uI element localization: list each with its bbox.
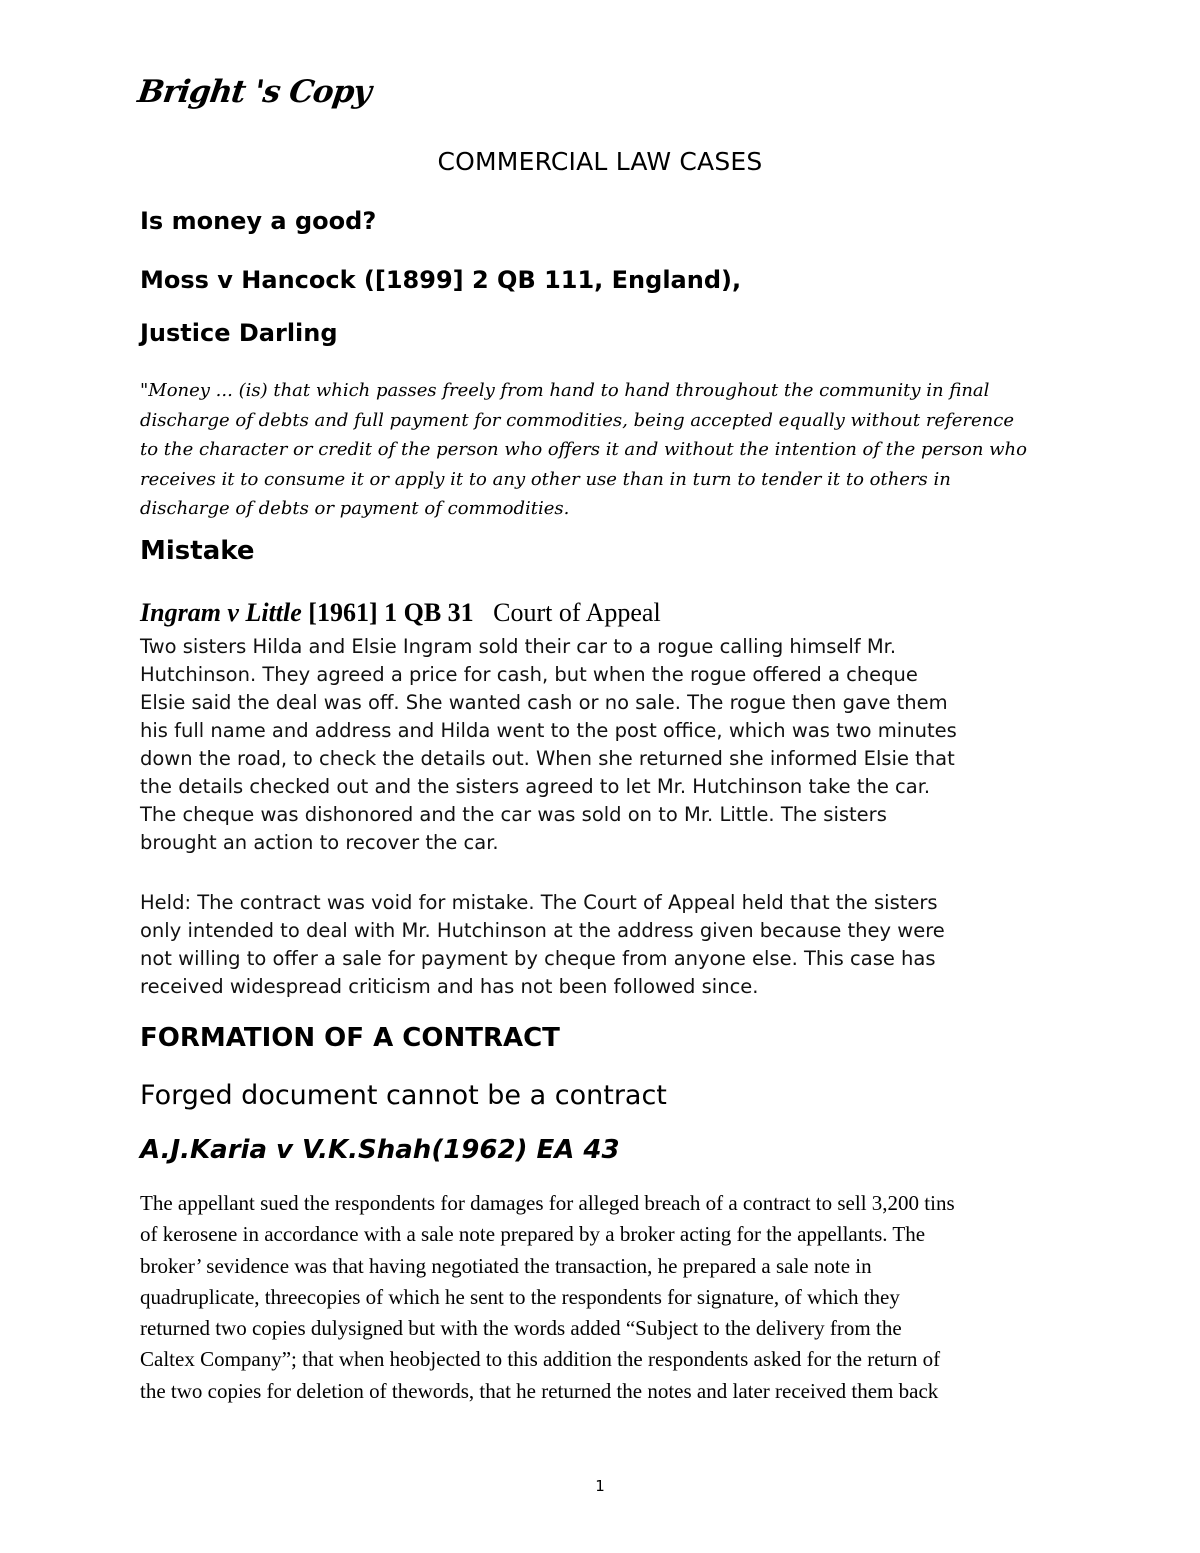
facts-line: Elsie said the deal was off. She wanted cash or no sale. The rogue then gave them — [140, 691, 948, 714]
judge-name: Justice Darling — [140, 319, 338, 347]
case-name: Ingram v Little — [140, 598, 302, 627]
body-line: of kerosene in accordance with a sale note prepared by a broker acting for the appellants. The — [140, 1222, 926, 1247]
section-heading-money: Is money a good? — [140, 207, 377, 235]
case-body-paragraph — [140, 1188, 1060, 1407]
money-definition-quote — [140, 376, 1060, 524]
section-heading-formation: FORMATION OF A CONTRACT — [140, 1023, 560, 1053]
quote-line: discharge of debts or payment of commodities. — [140, 498, 570, 519]
quote-line: "Money ... (is) that which passes freely from hand to hand throughout the community in final — [140, 380, 990, 401]
body-line: The appellant sued the respondents for damages for alleged breach of a contract to sell 3,200 tins — [140, 1191, 955, 1215]
facts-line: down the road, to check the details out. When she returned she informed Elsie that — [140, 747, 955, 770]
document-title: COMMERCIAL LAW CASES — [437, 147, 763, 176]
held-line: received widespread criticism and has not been followed since. — [140, 975, 759, 998]
held-line: Held: The contract was void for mistake. The Court of Appeal held that the sisters — [140, 891, 938, 914]
case-title-moss-v-hancock: Moss v Hancock ([1899] 2 QB 111, England), — [140, 266, 742, 294]
facts-line: his full name and address and Hilda went to the post office, which was two minutes — [140, 719, 957, 742]
quote-line: to the character or credit of the person who offers it and without the intention of the person who — [140, 439, 1027, 460]
held-line: only intended to deal with Mr. Hutchinson at the address given because they were — [140, 919, 945, 942]
section-heading-mistake: Mistake — [140, 536, 255, 566]
case-title-karia-v-shah: A.J.Karia v V.K.Shah(1962) EA 43 — [140, 1135, 620, 1165]
held-line: not willing to offer a sale for payment by cheque from anyone else. This case has — [140, 947, 936, 970]
facts-line: Hutchinson. They agreed a price for cash, but when the rogue offered a cheque — [140, 663, 918, 686]
case-citation: [1961] 1 QB 31 — [301, 598, 474, 627]
case-held-paragraph — [140, 889, 1060, 1001]
body-line: broker’ sevidence was that having negotiated the transaction, he prepared a sale note in — [140, 1253, 872, 1278]
case-facts-paragraph — [140, 633, 1060, 857]
subheading-forged-document: Forged document cannot be a contract — [140, 1080, 667, 1111]
facts-line: the details checked out and the sisters agreed to let Mr. Hutchinson take the car. — [140, 775, 931, 798]
header-watermark: Bright 's Copy — [135, 74, 373, 110]
quote-line: discharge of debts and full payment for commodities, being accepted equally without reference — [140, 409, 1015, 431]
body-line: Caltex Company”; that when heobjected to this addition the respondents asked for the return of — [140, 1347, 941, 1372]
facts-line: The cheque was dishonored and the car was sold on to Mr. Little. The sisters — [140, 803, 887, 826]
body-line: the two copies for deletion of thewords, that he returned the notes and later received them back — [140, 1378, 939, 1403]
page-number: 1 — [595, 1477, 605, 1495]
quote-line: receives it to consume it or apply it to any other use than in turn to tender it to others in — [140, 468, 951, 490]
body-line: quadruplicate, threecopies of which he sent to the respondents for signature, of which they — [140, 1284, 900, 1309]
case-title-ingram-v-little — [140, 598, 661, 628]
facts-line: brought an action to recover the car. — [140, 831, 499, 854]
body-line: returned two copies dulysigned but with the words added “Subject to the delivery from the — [140, 1316, 902, 1341]
case-court: Court of Appeal — [473, 598, 661, 627]
facts-line: Two sisters Hilda and Elsie Ingram sold their car to a rogue calling himself Mr. — [140, 635, 897, 658]
